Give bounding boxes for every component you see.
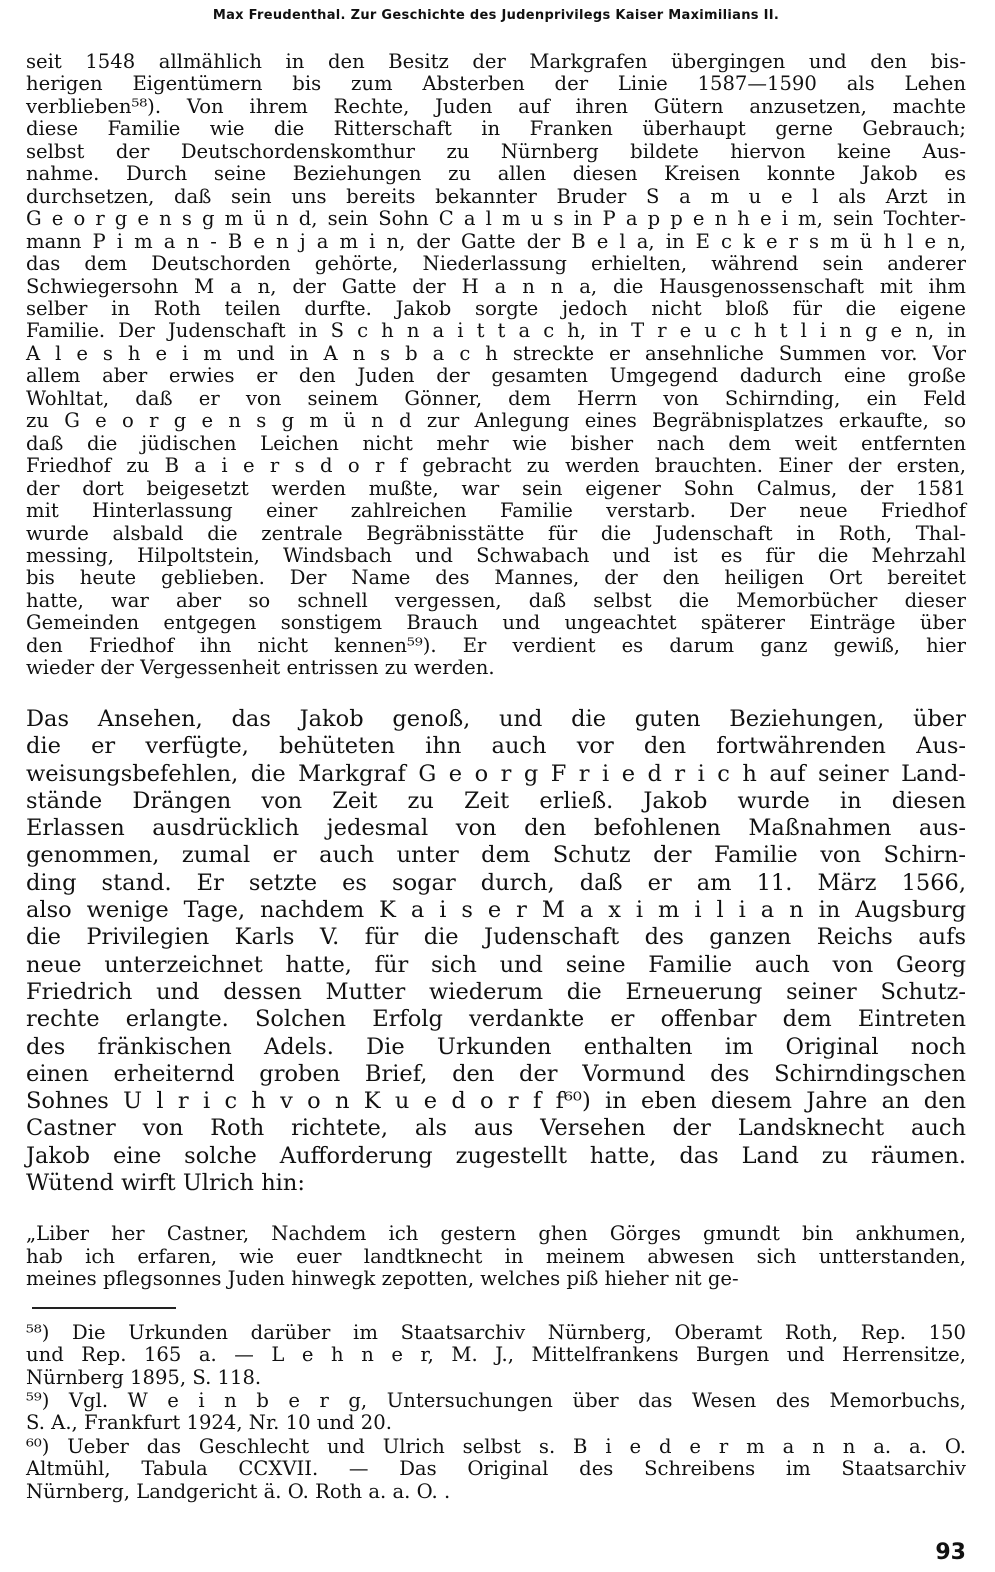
footnote-58	[26, 1322, 966, 1389]
text-line: selber in Roth teilen durfte. Jakob sorgte jedoch nicht bloß für die eigene	[26, 296, 966, 320]
text-line: weisungsbefehlen, die Markgraf G e o r g F r i e d r i c h auf seiner Land-	[26, 760, 966, 787]
text-line: stände Drängen von Zeit zu Zeit erließ. Jakob wurde in diesen	[26, 787, 966, 814]
text-line: messing, Hilpoltstein, Windsbach und Schwabach und ist es für die Mehrzahl	[26, 543, 966, 567]
text-line: seit 1548 allmählich in den Besitz der Markgrafen übergingen und den bis-	[26, 50, 966, 73]
text-line: selbst der Deutschordenskomthur zu Nürnberg bildete hiervon keine Aus-	[26, 139, 966, 163]
block-quote	[26, 1223, 966, 1291]
text-line: Friedhof zu B a i e r s d o r f gebracht zu werden brauchten. Einer der ersten,	[26, 454, 966, 478]
text-line: meines pflegsonnes Juden hinwegk zepotten, welches piß hieher nit ge-	[26, 1267, 739, 1291]
text-line: und Rep. 165 a. — L e h n e r, M. J., Mittelfrankens Burgen und Herrensitze,	[26, 1343, 966, 1367]
text-line: neue unterzeichnet hatte, für sich und seine Familie auch von Georg	[26, 951, 966, 978]
text-line: Das Ansehen, das Jakob genoß, und die guten Beziehungen, über	[26, 706, 966, 732]
text-line: hab ich erfaren, wie euer landtknecht in meinem abwesen sich untterstanden,	[26, 1244, 966, 1268]
text-line: verblieben⁵⁸). Von ihrem Rechte, Juden auf ihren Gütern anzusetzen, machte	[26, 94, 966, 118]
text-line: allem aber erwies er den Juden der gesamten Umgegend dadurch eine große	[26, 364, 966, 388]
page-number: 93	[935, 1540, 966, 1565]
text-line: der dort beigesetzt werden mußte, war sein eigener Sohn Calmus, der 1581	[26, 476, 966, 500]
footnote-60	[26, 1436, 966, 1503]
text-line: Familie. Der Judenschaft in S c h n a i t t a c h, in T r e u c h t l i n g e n, in	[26, 319, 966, 343]
text-line: G e o r g e n s g m ü n d, sein Sohn C a l m u s in P a p p e n h e i m, sein Tochter-	[26, 207, 966, 231]
text-line: Wütend wirft Ulrich hin:	[26, 1170, 305, 1197]
running-head: Max Freudenthal. Zur Geschichte des Judenprivilegs Kaiser Maximilians II.	[212, 8, 780, 23]
text-line: ⁵⁸) Die Urkunden darüber im Staatsarchiv Nürnberg, Oberamt Roth, Rep. 150	[26, 1321, 966, 1344]
text-line: herigen Eigentümern bis zum Absterben der Linie 1587—1590 als Lehen	[26, 72, 966, 96]
text-line: Jakob eine solche Aufforderung zugestellt hatte, das Land zu räumen.	[26, 1142, 966, 1169]
body-paragraph-2	[26, 706, 966, 1197]
text-line: mit Hinterlassung einer zahlreichen Familie verstarb. Der neue Friedhof	[26, 499, 966, 523]
text-line: wurde alsbald die zentrale Begräbnisstätte für die Judenschaft in Roth, Thal-	[26, 521, 966, 545]
text-line: ⁵⁹) Vgl. W e i n b e r g, Untersuchungen über das Wesen des Memorbuchs,	[26, 1389, 966, 1412]
text-line: genommen, zumal er auch unter dem Schutz der Familie von Schirn-	[26, 842, 966, 869]
footnote-divider	[32, 1307, 176, 1309]
text-line: die Privilegien Karls V. für die Judenschaft des ganzen Reichs aufs	[26, 924, 966, 951]
text-line: Friedrich und dessen Mutter wiederum die Erneuerung seiner Schutz-	[26, 978, 966, 1005]
text-line: bis heute geblieben. Der Name des Mannes, der den heiligen Ort bereitet	[26, 566, 966, 590]
text-line: S. A., Frankfurt 1924, Nr. 10 und 20.	[26, 1411, 392, 1435]
text-line: Erlassen ausdrücklich jedesmal von den befohlenen Maßnahmen aus-	[26, 815, 966, 842]
text-line: Castner von Roth richtete, als aus Versehen der Landsknecht auch	[26, 1115, 966, 1142]
document-page	[26, 0, 966, 1572]
text-line: mann P i m a n - B e n j a m i n, der Gatte der B e l a, in E c k e r s m ü h l e n,	[26, 229, 966, 253]
text-line: den Friedhof ihn nicht kennen⁵⁹). Er verdient es darum ganz gewiß, hier	[26, 633, 966, 657]
text-line: diese Familie wie die Ritterschaft in Franken überhaupt gerne Gebrauch;	[26, 117, 966, 141]
text-line: hatte, war aber so schnell vergessen, daß selbst die Memorbücher dieser	[26, 588, 966, 612]
text-line: wieder der Vergessenheit entrissen zu werden.	[26, 656, 495, 680]
text-line: Schwiegersohn M a n, der Gatte der H a n n a, die Hausgenossenschaft mit ihm	[26, 274, 966, 298]
text-line: Sohnes U l r i c h v o n K u e d o r f f⁶⁰) in eben diesem Jahre an den	[26, 1088, 966, 1115]
text-line: die er verfügte, behüteten ihn auch vor den fortwährenden Aus-	[26, 733, 966, 760]
text-line: des fränkischen Adels. Die Urkunden enthalten im Original noch	[26, 1033, 966, 1060]
footnote-59	[26, 1390, 966, 1435]
text-line: „Liber her Castner, Nachdem ich gestern ghen Görges gmundt bin ankhumen,	[26, 1222, 966, 1245]
text-line: durchsetzen, daß sein uns bereits bekannter Bruder S a m u e l als Arzt in	[26, 184, 966, 208]
text-line: Altmühl, Tabula CCXVII. — Das Original des Schreibens im Staatsarchiv	[26, 1457, 966, 1481]
text-line: ⁶⁰) Ueber das Geschlecht und Ulrich selbst s. B i e d e r m a n n a. a. O.	[26, 1435, 966, 1458]
text-line: daß die jüdischen Leichen nicht mehr wie bisher nach dem weit entfernten	[26, 431, 966, 455]
text-line: also wenige Tage, nachdem K a i s e r M a x i m i l i a n in Augsburg	[26, 897, 966, 924]
text-line: das dem Deutschorden gehörte, Niederlassung erhielten, während sein anderer	[26, 252, 966, 276]
body-paragraph-1	[26, 51, 966, 680]
text-line: zu G e o r g e n s g m ü n d zur Anlegung eines Begräbnisplatzes erkaufte, so	[26, 409, 966, 433]
text-line: einen erheiternd groben Brief, den der Vormund des Schirndingschen	[26, 1060, 966, 1087]
text-line: A l e s h e i m und in A n s b a c h streckte er ansehnliche Summen vor. Vor	[26, 341, 966, 365]
text-line: ding stand. Er setzte es sogar durch, daß er am 11. März 1566,	[26, 869, 966, 896]
text-line: Nürnberg, Landgericht ä. O. Roth a. a. O. .	[26, 1479, 451, 1503]
text-line: Gemeinden entgegen sonstigem Brauch und ungeachtet späterer Einträge über	[26, 611, 966, 635]
text-line: rechte erlangte. Solchen Erfolg verdankte er offenbar dem Eintreten	[26, 1006, 966, 1033]
text-line: Wohltat, daß er von seinem Gönner, dem Herrn von Schirnding, ein Feld	[26, 386, 966, 410]
text-line: Nürnberg 1895, S. 118.	[26, 1365, 262, 1389]
text-line: nahme. Durch seine Beziehungen zu allen diesen Kreisen konnte Jakob es	[26, 162, 966, 186]
